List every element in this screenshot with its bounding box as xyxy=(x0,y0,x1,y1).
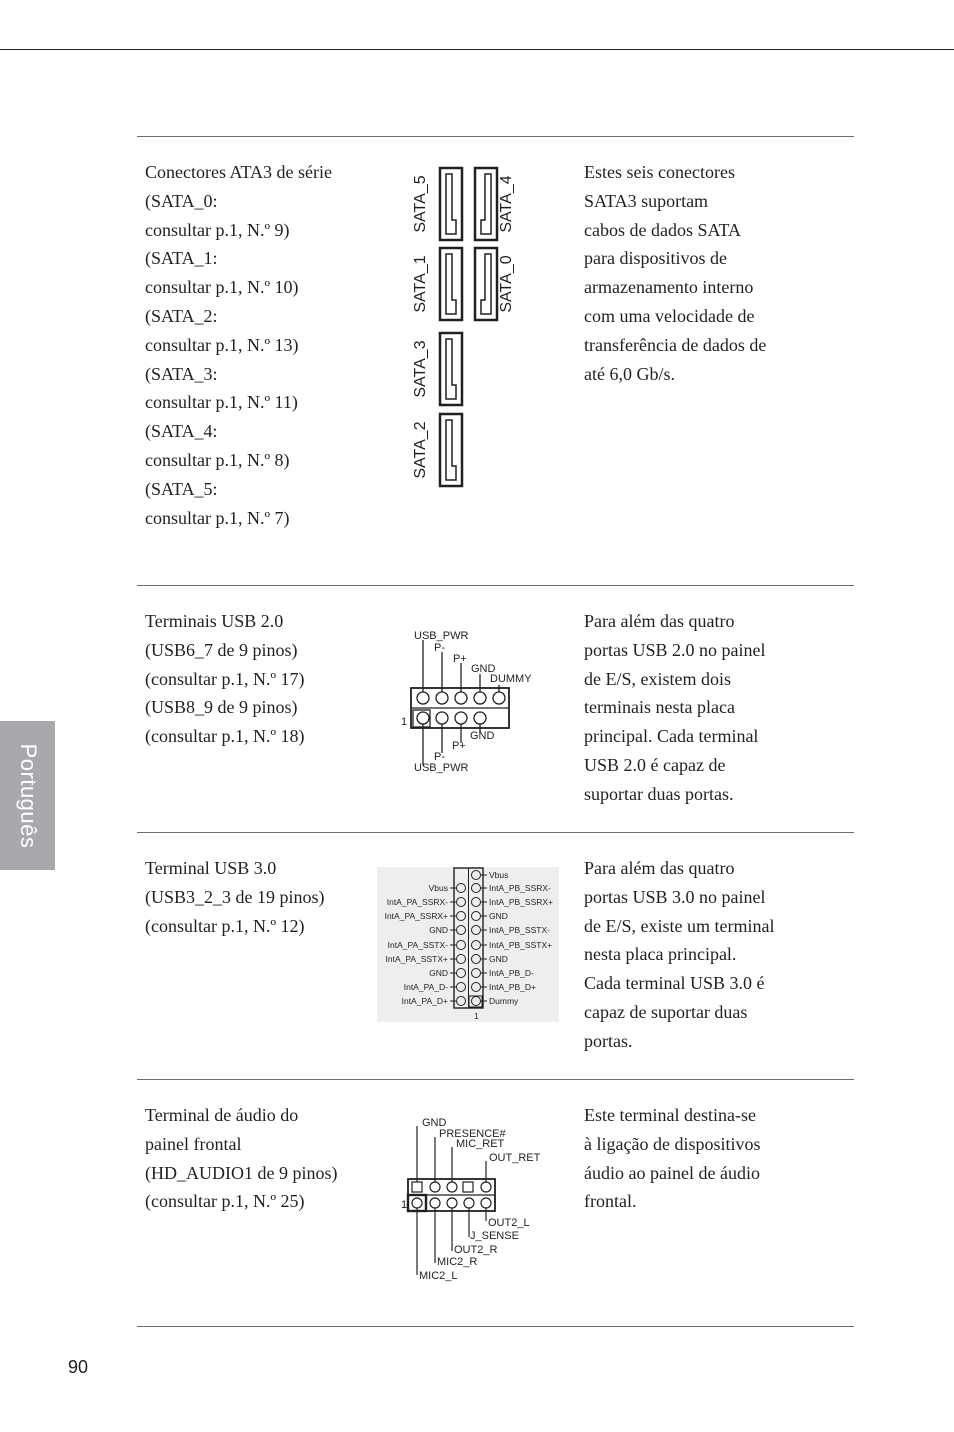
section-divider xyxy=(137,832,854,833)
usb3-right-label: IntA_PB_SSTX- xyxy=(489,925,550,935)
sata-description-right: Estes seis conectores SATA3 suportam cabos de dados SATA para dispositivos de armazenamento interno com uma velocidade de transferência de dados de até 6,0 Gb/s. xyxy=(584,162,767,384)
audio-label-mic2-l: MIC2_L xyxy=(419,1270,458,1282)
usb3-description-right: Para além das quatro portas USB 3.0 no painel de E/S, existe um terminal nesta placa principal. Cada terminal USB 3.0 é capaz de suportar duas portas. xyxy=(584,858,775,1051)
usb3-right-label: Dummy xyxy=(489,996,519,1006)
usb3-pin1-label: 1 xyxy=(474,1011,479,1021)
header-rule xyxy=(0,49,954,50)
usb2-label-p-minus-bottom: P- xyxy=(434,751,445,763)
usb3-right-label: IntA_PB_SSRX+ xyxy=(489,897,554,907)
sata-connector-diagram xyxy=(400,160,540,495)
usb2-header-diagram xyxy=(396,625,546,780)
usb3-right-label: Vbus xyxy=(489,870,509,880)
sata5-connector xyxy=(440,168,462,240)
section-divider xyxy=(137,585,854,586)
hd-audio-header-diagram xyxy=(398,1113,548,1285)
page-number: 90 xyxy=(68,1357,89,1377)
usb2-description-left: Terminais USB 2.0 (USB6_7 de 9 pinos) (consultar p.1, N.º 17) (USB8_9 de 9 pinos) (consultar p.1, N.º 18) xyxy=(145,611,305,747)
audio-label-out-ret: OUT_RET xyxy=(489,1152,541,1164)
audio-description-left: Terminal de áudio do painel frontal (HD_AUDIO1 de 9 pinos) (consultar p.1, N.º 25) xyxy=(145,1105,338,1212)
usb2-label-p-plus-top: P+ xyxy=(453,653,467,665)
usb3-right-label: IntA_PB_SSTX+ xyxy=(489,940,553,950)
sata1-connector xyxy=(440,248,462,320)
usb3-left-label: GND xyxy=(429,925,448,935)
sata4-label: SATA_4 xyxy=(498,175,515,233)
sata0-connector xyxy=(475,248,497,320)
sata3-connector xyxy=(440,333,462,405)
audio-label-presence: PRESENCE# xyxy=(439,1128,506,1140)
usb3-left-label: GND xyxy=(429,968,448,978)
sata3-label: SATA_3 xyxy=(412,340,429,398)
usb2-label-gnd-top: GND xyxy=(471,663,496,675)
audio-label-out2-l: OUT2_L xyxy=(488,1217,530,1229)
usb2-pin1-label: 1 xyxy=(401,716,408,728)
usb2-label-usb-pwr-top: USB_PWR xyxy=(414,630,469,642)
usb3-right-label: IntA_PB_D+ xyxy=(489,982,537,992)
usb2-label-usb-pwr-bottom: USB_PWR xyxy=(414,762,469,774)
sata2-label: SATA_2 xyxy=(412,421,429,479)
usb3-left-label: IntA_PA_D+ xyxy=(401,996,448,1006)
usb3-left-label: IntA_PA_SSTX- xyxy=(387,940,448,950)
usb3-left-label: IntA_PA_SSRX+ xyxy=(384,911,448,921)
sata4-connector xyxy=(475,168,497,240)
sata0-label: SATA_0 xyxy=(498,255,515,313)
sata-description-left: Conectores ATA3 de série (SATA_0: consultar p.1, N.º 9) (SATA_1: consultar p.1, N.º 10) (SATA_2: consultar p.1, N.º 13) (SATA_3: consultar p.1, N.º 11) (SATA_4: consultar p.1, N.º 8) (SATA_5: consultar p.1, N.º 7) xyxy=(145,162,333,528)
usb2-description-right: Para além das quatro portas USB 2.0 no painel de E/S, existem dois terminais nesta placa principal. Cada terminal USB 2.0 é capaz de suportar duas portas. xyxy=(584,611,766,804)
audio-label-out2-r: OUT2_R xyxy=(454,1244,498,1256)
audio-label-gnd: GND xyxy=(422,1117,447,1129)
usb3-left-label: Vbus xyxy=(428,883,448,893)
audio-label-mic-ret: MIC_RET xyxy=(456,1138,505,1150)
usb3-left-label: IntA_PA_SSTX+ xyxy=(385,954,448,964)
audio-description-right: Este terminal destina-se à ligação de dispositivos áudio ao painel de áudio frontal. xyxy=(584,1105,761,1212)
language-tab-label: Português xyxy=(15,743,41,848)
usb3-left-label: IntA_PA_SSRX- xyxy=(386,897,448,907)
usb2-label-dummy: DUMMY xyxy=(490,673,532,685)
usb2-label-gnd-bottom: GND xyxy=(470,730,495,742)
usb3-right-label: GND xyxy=(489,954,508,964)
audio-label-j-sense: J_SENSE xyxy=(470,1230,519,1242)
sata5-label: SATA_5 xyxy=(412,175,429,233)
usb3-header-diagram xyxy=(377,867,559,1022)
language-side-tab xyxy=(0,721,55,870)
section-divider xyxy=(137,136,854,137)
usb2-label-p-plus-bottom: P+ xyxy=(452,740,466,752)
usb3-description-left: Terminal USB 3.0 (USB3_2_3 de 19 pinos) (consultar p.1, N.º 12) xyxy=(145,858,325,936)
sata2-connector xyxy=(440,414,462,486)
section-divider xyxy=(137,1326,854,1327)
audio-pin1-label: 1 xyxy=(401,1199,408,1211)
usb3-right-label: IntA_PB_SSRX- xyxy=(489,883,551,893)
audio-label-mic2-r: MIC2_R xyxy=(437,1256,478,1268)
usb2-label-p-minus-top: P- xyxy=(434,642,445,654)
usb3-right-label: GND xyxy=(489,911,508,921)
section-divider xyxy=(137,1079,854,1080)
sata1-label: SATA_1 xyxy=(412,255,429,313)
usb3-left-label: IntA_PA_D- xyxy=(403,982,448,992)
usb3-right-label: IntA_PB_D- xyxy=(489,968,534,978)
